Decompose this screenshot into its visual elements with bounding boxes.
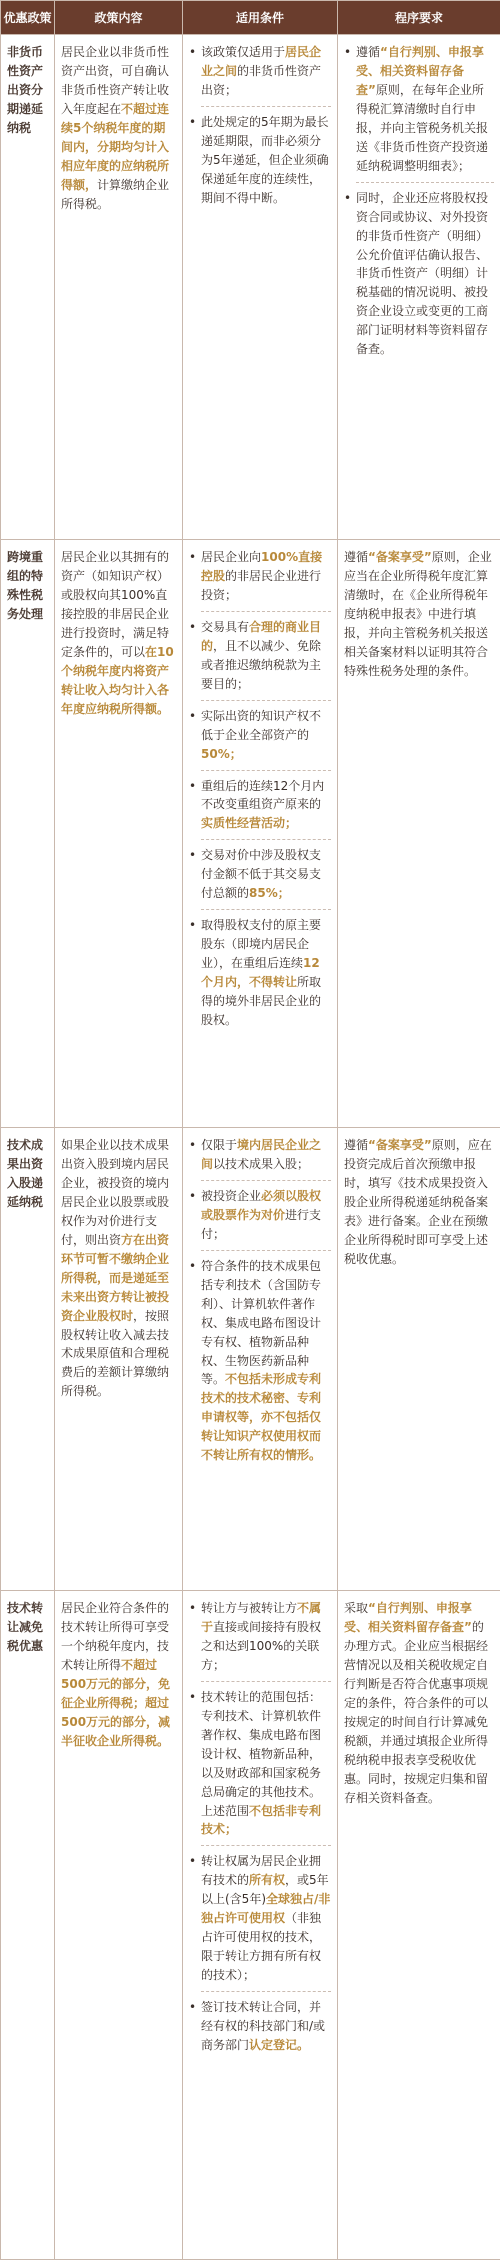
header-conditions: 适用条件: [183, 1, 338, 35]
body-text: 被投资企业: [201, 1189, 261, 1203]
highlight-text: 85%；: [249, 886, 290, 900]
body-text: 此处规定的5年期为最长递延期限，而非必须分为5年递延，但企业须确保递延年度的连续性，期间不得中断。: [201, 115, 329, 205]
body-text: （非独占许可使用权的技术，限于转让方拥有所有权的技术）；: [201, 1911, 321, 1982]
bullet-list: [344, 43, 494, 359]
body-text: ，且不以减少、免除或者推迟缴纳税款为主要目的；: [201, 639, 321, 691]
body-text: 实际出资的知识产权不低于企业全部资产的: [201, 709, 321, 742]
table-row: [1, 540, 500, 1128]
conditions-cell: [183, 1128, 338, 1591]
body-text: 转让权属为居民企业拥有技术的: [201, 1854, 321, 1887]
bullet-list: [189, 548, 331, 1030]
dashed-divider: [201, 106, 331, 107]
body-text: 原则，在每年企业所得税汇算清缴时自行申报，并向主管税务机关报送《非货币性资产投资递延纳税调整明细表》；: [356, 83, 488, 173]
body-text: 以技术成果入股；: [213, 1157, 309, 1171]
body-text: 进行支付；: [201, 1208, 321, 1241]
body-text: 的非居民企业进行投资；: [201, 569, 321, 602]
body-text: 如果企业以技术成果出资入股到境内居民企业，被投资的境内居民企业以股票或股权作为对价进行支付，则出资: [61, 1138, 169, 1247]
body-text: 仅限于: [201, 1138, 237, 1152]
body-text: 交易具有: [201, 620, 249, 634]
policy-content-cell: [55, 1591, 183, 2260]
highlight-text: 不属于: [201, 1601, 321, 1634]
procedures-cell: [338, 540, 500, 1128]
procedures-cell: [338, 35, 500, 540]
body-text: 采取: [344, 1601, 368, 1615]
body-text: 遵循: [344, 1138, 368, 1152]
policy-name-cell: 技术转让减免税优惠: [1, 1591, 55, 2260]
highlight-text: 不超过连续5个纳税年度的期间内，分期均匀计入相应年度的应纳税所得额，: [61, 102, 169, 192]
conditions-cell: [183, 540, 338, 1128]
policy-content-cell: [55, 1128, 183, 1591]
bullet-list: [189, 1136, 331, 1465]
dashed-divider: [201, 839, 331, 840]
highlight-text: 所有权: [249, 1873, 285, 1887]
conditions-cell: [183, 1591, 338, 2260]
body-text: 居民企业向: [201, 550, 261, 564]
body-text: 居民企业符合条件的技术转让所得可享受一个纳税年度内，技术转让所得: [61, 1601, 169, 1672]
body-text: ，按照股权转让收入减去技术成果原值和合理税费后的差额计算缴纳所得税。: [61, 1309, 169, 1399]
procedure-text: [344, 1136, 494, 1269]
header-row: [1, 1, 500, 35]
highlight-text: 不包括未形成专利技术的技术秘密、专利申请权等，亦不包括仅转让知识产权使用权而不转让所有权的情形。: [201, 1372, 321, 1462]
list-item: [189, 1187, 331, 1244]
header-policy: 优惠政策: [1, 1, 55, 35]
body-text: 交易对价中涉及股权支付金额不低于其交易支付总额的: [201, 848, 321, 900]
procedure-text: [344, 548, 494, 681]
body-text: 签订技术转让合同，并经有权的科技部门和/或商务部门: [201, 2000, 325, 2052]
dashed-divider: [201, 1681, 331, 1682]
dashed-divider: [201, 700, 331, 701]
conditions-cell: [183, 35, 338, 540]
body-text: 取得股权支付的原主要股东（即境内居民企业），在重组后连续: [201, 918, 321, 970]
highlight-text: 不包括非专利技术；: [201, 1804, 321, 1837]
highlight-text: “备案享受”: [368, 550, 432, 564]
table-row: [1, 1128, 500, 1591]
list-item: [189, 1852, 331, 1985]
body-text: 的非货币性资产出资；: [201, 64, 321, 97]
list-item: [189, 113, 331, 208]
body-text: 所取得的境外非居民企业的股权。: [201, 975, 321, 1027]
body-text: 原则，企业应当在企业所得税年度汇算清缴时，在《企业所得税年度纳税申报表》中进行填报，并向主管税务机关报送相关备案材料以证明其符合特殊性税务处理的条件。: [344, 550, 492, 678]
list-item: [189, 1998, 331, 2055]
highlight-text: 在10个纳税年度内将资产转让收入均匀计入各年度应纳税所得额。: [61, 645, 174, 716]
procedures-cell: [338, 1591, 500, 2260]
body-text: 原则，应在投资完成后首次预缴申报时，填写《技术成果投资入股企业所得税递延纳税备案表》进行备案。企业在预缴企业所得税时即可享受上述税收优惠。: [344, 1138, 492, 1266]
body-text: 遵循: [344, 550, 368, 564]
body-text: 转让方与被转让方: [201, 1601, 297, 1615]
dashed-divider: [201, 909, 331, 910]
dashed-divider: [201, 1180, 331, 1181]
table-row: [1, 1591, 500, 2260]
highlight-text: 50%；: [201, 747, 242, 761]
list-item: [189, 846, 331, 903]
body-text: 符合条件的技术成果包括专利技术（含国防专利）、计算机软件著作权、集成电路布图设计专有权、植物新品种权、生物医药新品种等。: [201, 1259, 321, 1387]
list-item: [189, 1136, 331, 1174]
header-content: 政策内容: [55, 1, 183, 35]
bullet-list: [189, 1599, 331, 2055]
list-item: [189, 43, 331, 100]
highlight-text: 100%直接控股: [201, 550, 322, 583]
highlight-text: “备案享受”: [368, 1138, 432, 1152]
list-item: [189, 707, 331, 764]
body-text: 居民企业以其拥有的资产（如知识产权）或股权向其100%直接控股的非居民企业进行投资时，满足特定条件的，可以: [61, 550, 169, 659]
procedure-text: [344, 1599, 494, 1807]
policy-content-cell: [55, 540, 183, 1128]
highlight-text: 境内居民企业之间: [201, 1138, 321, 1171]
highlight-text: “自行判别、申报享受、相关资料留存备查”: [344, 1601, 472, 1634]
highlight-text: 居民企业之间: [201, 45, 321, 78]
highlight-text: 合理的商业目的: [201, 620, 321, 653]
body-text: 居民企业以非货币性资产出资，可自确认非货币性资产转让收入年度起在: [61, 45, 169, 116]
body-text: 重组后的连续12个月内不改变重组资产原来的: [201, 779, 324, 812]
dashed-divider: [201, 1845, 331, 1846]
body-text: 该政策仅适用于: [201, 45, 285, 59]
highlight-text: 全球独占/非独占许可使用权: [201, 1892, 330, 1925]
list-item: [189, 777, 331, 834]
highlight-text: 不超过500万元的部分，免征企业所得税；超过500万元的部分，减半征收企业所得税。: [61, 1658, 170, 1748]
list-item: [189, 618, 331, 694]
dashed-divider: [201, 1991, 331, 1992]
body-text: 的办理方式。企业应当根据经营情况以及相关税收规定自行判断是否符合优惠事项规定的条件，符合条件的可以按规定的时间自行计算减免税额，并通过填报企业所得税纳税申报表享受税收优惠。同时，按规定归集和留存相关资料备查。: [344, 1620, 488, 1805]
body-text: 技术转让的范围包括：专利技术、计算机软件著作权、集成电路布图设计权、植物新品种，以及财政部和国家税务总局确定的其他技术。上述范围: [201, 1690, 321, 1818]
policy-name-cell: 技术成果出资入股递延纳税: [1, 1128, 55, 1591]
list-item: [189, 916, 331, 1030]
list-item: [189, 1599, 331, 1675]
bullet-list: [189, 43, 331, 208]
body-text: 同时，企业还应将股权投资合同或协议、对外投资的非货币性资产（明细）公允价值评估确认报告、非货币性资产（明细）计税基础的情况说明、被投资企业设立或变更的工商部门证明材料等资料留存备查。: [356, 191, 488, 357]
highlight-text: 必须以股权或股票作为对价: [201, 1189, 321, 1222]
policy-content-cell: [55, 35, 183, 540]
policy-name-cell: 非货币性资产出资分期递延纳税: [1, 35, 55, 540]
highlight-text: 12个月内，不得转让: [201, 956, 320, 989]
highlight-text: 方在出资环节可暂不缴纳企业所得税，而是递延至未来出资方转让被投资企业股权时: [61, 1233, 169, 1323]
table-row: [1, 35, 500, 540]
body-text: ，或5年以上(含5年): [201, 1873, 329, 1906]
dashed-divider: [201, 611, 331, 612]
list-item: [189, 1688, 331, 1840]
highlight-text: 实质性经营活动；: [201, 816, 297, 830]
dashed-divider: [201, 770, 331, 771]
policy-name-cell: 跨境重组的特殊性税务处理: [1, 540, 55, 1128]
procedures-cell: [338, 1128, 500, 1591]
dashed-divider: [356, 182, 494, 183]
list-item: [344, 43, 494, 176]
highlight-text: 认定登记。: [249, 2038, 309, 2052]
body-text: 计算缴纳企业所得税。: [61, 178, 169, 211]
list-item: [189, 1257, 331, 1465]
highlight-text: “自行判别、申报享受、相关资料留存备查”: [356, 45, 484, 97]
header-procedures: 程序要求: [338, 1, 500, 35]
body-text: 直接或间接持有股权之和达到100%的关联方；: [201, 1620, 321, 1672]
list-item: [189, 548, 331, 605]
list-item: [344, 189, 494, 360]
dashed-divider: [201, 1250, 331, 1251]
body-text: 遵循: [356, 45, 380, 59]
